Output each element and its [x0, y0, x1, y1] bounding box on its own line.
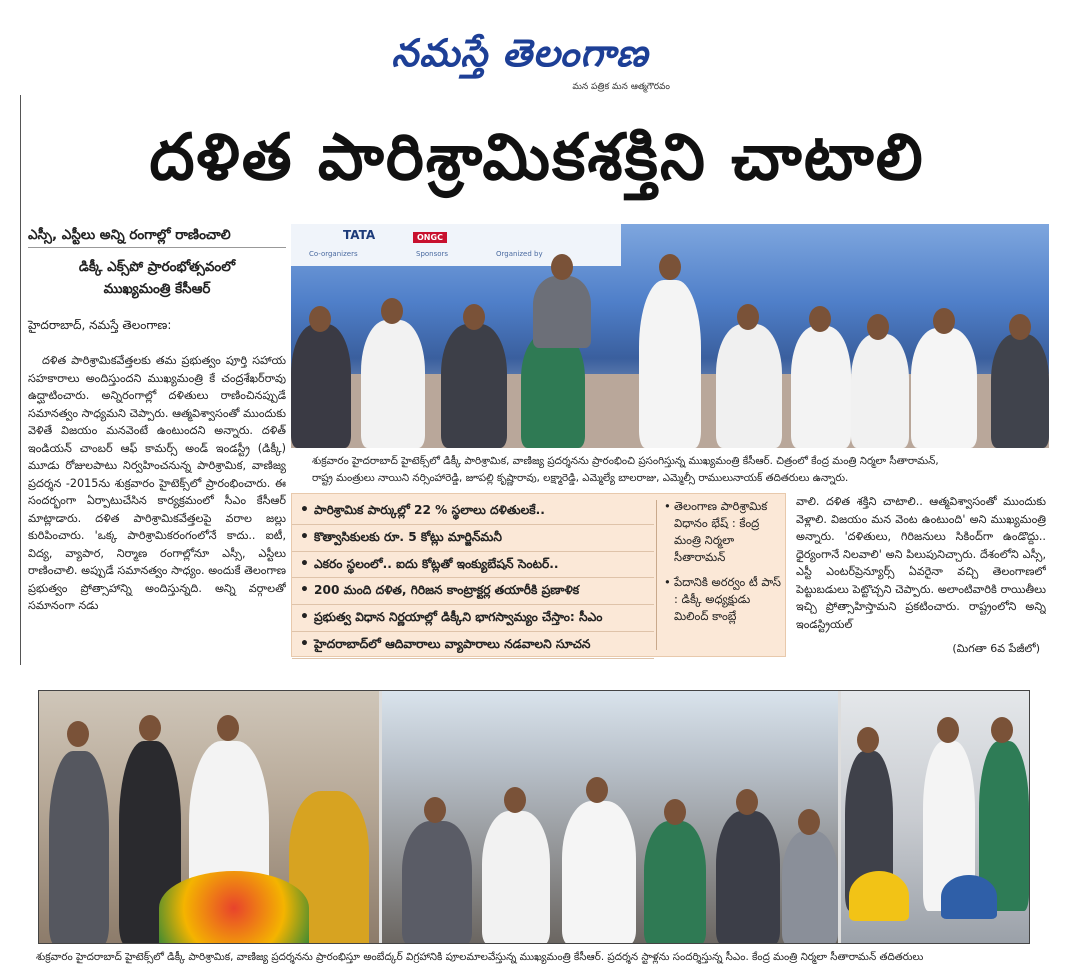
- photo-stall-visit: [841, 691, 1030, 944]
- person-standing: [644, 821, 706, 944]
- person-seated: [291, 324, 351, 448]
- dateline: హైదరాబాద్, నమస్తే తెలంగాణ:: [28, 318, 172, 332]
- speaker: [639, 280, 701, 448]
- person-standing: [49, 751, 109, 944]
- banner-label-coorganizers: Co-organizers: [309, 250, 358, 258]
- left-column-rule: [20, 95, 21, 665]
- person-head: [309, 306, 331, 332]
- person-head: [67, 721, 89, 747]
- person-seated: [521, 332, 585, 448]
- highlight-item: • హైదరాబాద్‌లో ఆదివారాలు వ్యాపారాలు నడవాలని సూచన: [292, 632, 654, 659]
- person-head: [424, 797, 446, 823]
- person-seated: [361, 320, 425, 448]
- subhead-2-line-a: డిక్కీ ఎక్స్‌పో ప్రారంభోత్సవంలో: [78, 259, 236, 275]
- highlights-list: [292, 498, 654, 659]
- person-seated: [441, 324, 507, 448]
- person-head: [809, 306, 831, 332]
- person-seated: [911, 328, 977, 448]
- photo-crowd-stall: [382, 691, 838, 944]
- highlights-divider: [656, 500, 657, 650]
- article-body-right: వాలి. దళిత శక్తిని చాటాలి.. ఆత్మవిశ్వాసంతో ముందుకు వెళ్లాలి. విజయం మన వెంట ఉంటుంది' అని ముఖ్యమంత్రి అన్నారు. 'దళితులు, గిరిజనులు సికింద్‌గా ఉండొద్దు.. ధైర్యంగానే నిలవాలి' అని పిలుపునిచ్చారు. దేశంలోని ఎస్సీ, ఎస్టీ ఎంటర్‌ప్రెన్యూర్స్ ఏవరైనా వచ్చి తెలంగాణలో పెట్టుబడులు పెట్టొచ్చని చెప్పారు. అలాంటివారికి రాయితీలు ఇచ్చి ప్రోత్సాహిస్తామని ప్రకటించారు. రాష్ట్రంలోని అన్ని ఇండస్ట్రియల్: [796, 495, 1046, 631]
- highlight-item: • ఎకరం స్థలంలో.. ఐదు కోట్లతో ఇంక్యుబేషన్ సెంటర్..: [292, 552, 654, 579]
- person-head: [1009, 314, 1031, 340]
- highlight-item: • 200 మంది దళిత, గిరిజన కాంట్రాక్టర్ల తయారీకి ప్రణాళిక: [292, 578, 654, 605]
- person-standing: [782, 831, 838, 944]
- main-photo-caption: [312, 453, 1042, 487]
- banner-logo-tata: TATA: [343, 228, 376, 242]
- photo-statue-garland: [39, 691, 379, 944]
- banner-logo-ongc: ONGC: [413, 232, 447, 243]
- subhead-2-line-b: ముఖ్యమంత్రి కేసీఆర్: [103, 281, 211, 297]
- person-head: [586, 777, 608, 803]
- person-head: [867, 314, 889, 340]
- caption-line-1: శుక్రవారం హైదరాబాద్ హైటెక్స్‌లో డిక్కీ పారిశ్రామిక, వాణిజ్య ప్రదర్శనను ప్రారంభించి ప్రసంగిస్తున్న ముఖ్యమంత్రి కేసీఆర్. చిత్రంలో కేంద్ర మంత్రి నిర్మలా సీతారామన్,: [312, 455, 939, 467]
- side-item-2: • పేదానికి అరర్వం టీ పాస్ : డిక్కీ అధ్యక్షుడు మిలింద్ కాంబ్లే: [664, 574, 782, 625]
- continued-note: (మిగతా 6వ పేజీలో): [952, 642, 1040, 655]
- caption-line-2: రాష్ట్ర మంత్రులు నాయిని నర్సింహారెడ్డి, జూపల్లి కృష్ణారావు, లక్ష్మారెడ్డి, ఎమ్మెల్యే బాలరాజు, ఎమ్మెల్సీ రాములునాయక్ తదితరులు ఉన్నారు.: [312, 472, 849, 484]
- person-head: [798, 809, 820, 835]
- helmet-display: [849, 871, 909, 921]
- side-item-1: • తెలంగాణ పారిశ్రామిక విధానం భేష్ : కేంద్ర మంత్రి నిర్మలా సీతారామన్: [664, 498, 782, 566]
- person-standing: [533, 276, 591, 348]
- banner-label-organized: Organized by: [496, 250, 543, 258]
- person-head: [217, 715, 239, 741]
- person-head: [463, 304, 485, 330]
- person-seated: [791, 326, 851, 448]
- masthead-tagline: మన పత్రిక మన ఆత్మగౌరవం: [572, 82, 670, 92]
- subhead-2: [28, 256, 286, 304]
- person-standing: [482, 811, 550, 944]
- person-seated: [716, 324, 782, 448]
- person-seated: [851, 334, 909, 448]
- masthead: [360, 30, 680, 100]
- chief-minister: [562, 801, 636, 944]
- main-photo: [291, 224, 1049, 448]
- highlights-side: [664, 498, 782, 625]
- masthead-logo-text: నమస్తే తెలంగాణ: [391, 30, 649, 75]
- banner-label-sponsors: Sponsors: [416, 250, 449, 258]
- speaker-head: [659, 254, 681, 280]
- person-head: [737, 304, 759, 330]
- subhead-1: ఎస్సీ, ఎస్టీలు అన్ని రంగాల్లో రాణించాలి: [28, 222, 286, 248]
- person-standing: [716, 811, 780, 944]
- flower-garland: [159, 871, 309, 944]
- person-head: [991, 717, 1013, 743]
- headline: దళిత పారిశ్రామికశక్తిని చాటాలి: [149, 121, 925, 195]
- person-standing: [402, 821, 472, 944]
- person-head: [664, 799, 686, 825]
- highlight-item: • కొత్వాసికులకు రూ. 5 కోట్లు మార్జిన్‌మనీ: [292, 525, 654, 552]
- person-head: [857, 727, 879, 753]
- person-head: [381, 298, 403, 324]
- person-head: [933, 308, 955, 334]
- person-head: [937, 717, 959, 743]
- helmet-display: [941, 875, 997, 919]
- person-head: [551, 254, 573, 280]
- bottom-photo-strip: [38, 690, 1030, 944]
- person-head: [139, 715, 161, 741]
- bottom-photos-caption: శుక్రవారం హైదరాబాద్ హైటెక్స్‌లో డిక్కీ పారిశ్రామిక, వాణిజ్య ప్రదర్శనను ప్రారంభిస్తూ అంబేద్కర్ విగ్రహానికి పూలమాలవేస్తున్న ముఖ్యమంత్రి కేసీఆర్. ప్రదర్శన స్టాళ్లను సందర్శిస్తున్న సీఎం. కేంద్ర మంత్రి నిర్మలా సీతారామన్ తదితరులు: [36, 951, 924, 963]
- person-seated: [991, 334, 1049, 448]
- highlights-box: [291, 493, 786, 657]
- person-head: [504, 787, 526, 813]
- highlight-item: • పారిశ్రామిక పార్కుల్లో 22 % స్థలాలు దళితులకే..: [292, 498, 654, 525]
- article-body-left: దళిత పారిశ్రామికవేత్తలకు తమ ప్రభుత్వం పూర్తి సహాయ సహకారాలు అందిస్తుందని ముఖ్యమంత్రి కే చంద్రశేఖర్‌రావు ఉద్ఘాటించారు. అన్నిరంగాల్లో దళితులు రాణించినప్పుడే సమానత్వం సాధ్యమని చెప్పారు. ఆత్మవిశ్వాసంతో ముందుకు వెళితే విజయం మనవెంటే ఉంటుందని అన్నారు. దళిత్ ఇండియన్ చాంబర్ ఆఫ్ కామర్స్ అండ్ ఇండస్ట్రీ (డిక్కీ) మూడు రోజులపాటు నిర్వహించనున్న పారిశ్రామిక, వాణిజ్య ప్రదర్శన -2015ను శుక్రవారం హైటెక్స్‌లో ప్రారంభించారు. ఈ సందర్భంగా ఏర్పాటుచేసిన కార్యక్రమంలో సీఎం కేసీఆర్ మాట్లాడారు. దళిత పారిశ్రామికవేత్తలపై వరాల జల్లు కురిపించారు. 'ఒక్క పారిశ్రామికరంగంలోనే కాదు.. ఐటీ, విద్య, వ్యాపార, నిర్మాణ రంగాల్లోనూ ఎస్సీ, ఎస్టీలు రాణించాలి. అప్పుడే సమానత్వం సాధ్యం. అందుకే తెలంగాణ ప్రభుత్వం ప్రోత్సాహాన్ని అందిస్తున్నది. అన్ని వర్గాలతో సమానంగా నడు: [28, 354, 286, 612]
- highlight-item: • ప్రభుత్వ విధాన నిర్ణయాల్లో డిక్కీని భాగస్వామ్యం చేస్తాం: సీఎం: [292, 605, 654, 632]
- person-head: [736, 789, 758, 815]
